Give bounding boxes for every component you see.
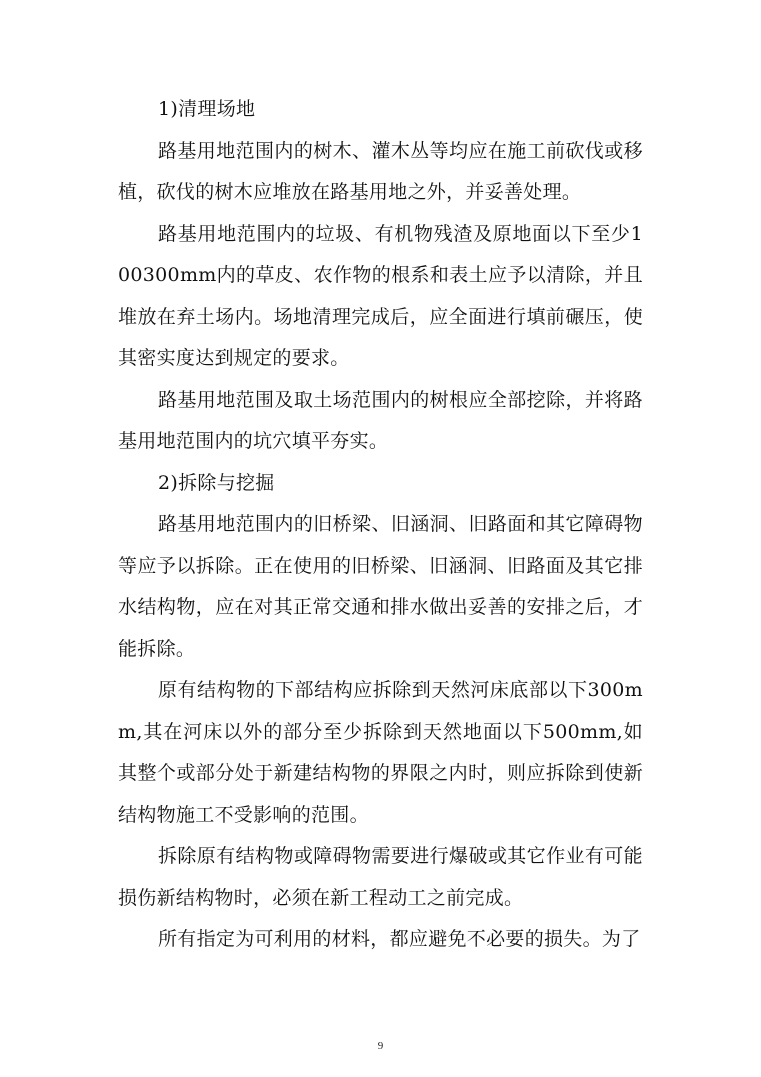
page-number: 9	[377, 1040, 384, 1052]
paragraph-old-structures: 路基用地范围内的旧桥梁、旧涵洞、旧路面和其它障碍物等应予以拆除。正在使用的旧桥梁、旧涵洞、旧路面及其它排水结构物，应在对其正常交通和排水做出妥善的安排之后，才能拆除。	[118, 513, 643, 660]
document-body	[118, 89, 643, 961]
paragraph-debris-clearing: 路基用地范围内的垃圾、有机物残渣及原地面以下至少100300mm内的草皮、农作物的根系和表土应予以清除，并且堆放在弃土场内。场地清理完成后，应全面进行填前碾压，使其密实度达到规定的要求。	[118, 222, 643, 369]
section-heading-demolition: 2)拆除与挖掘	[158, 471, 275, 494]
paragraph-root-removal: 路基用地范围及取土场范围内的树根应全部挖除，并将路基用地范围内的坑穴填平夯实。	[118, 388, 643, 452]
paragraph-blasting: 拆除原有结构物或障碍物需要进行爆破或其它作业有可能损伤新结构物时，必须在新工程动工之前完成。	[118, 845, 643, 909]
paragraph-substructure-depth: 原有结构物的下部结构应拆除到天然河床底部以下300mm,其在河床以外的部分至少拆除到天然地面以下500mm,如其整个或部分处于新建结构物的界限之内时，则应拆除到使新结构物施工不受影响的范围。	[118, 679, 643, 826]
paragraph-reusable-materials: 所有指定为可利用的材料，都应避免不必要的损失。为了	[158, 928, 641, 950]
paragraph-tree-removal: 路基用地范围内的树木、灌木丛等均应在施工前砍伐或移植，砍伐的树木应堆放在路基用地之外，并妥善处理。	[118, 139, 643, 203]
section-heading-clear-site: 1)清理场地	[158, 98, 256, 120]
